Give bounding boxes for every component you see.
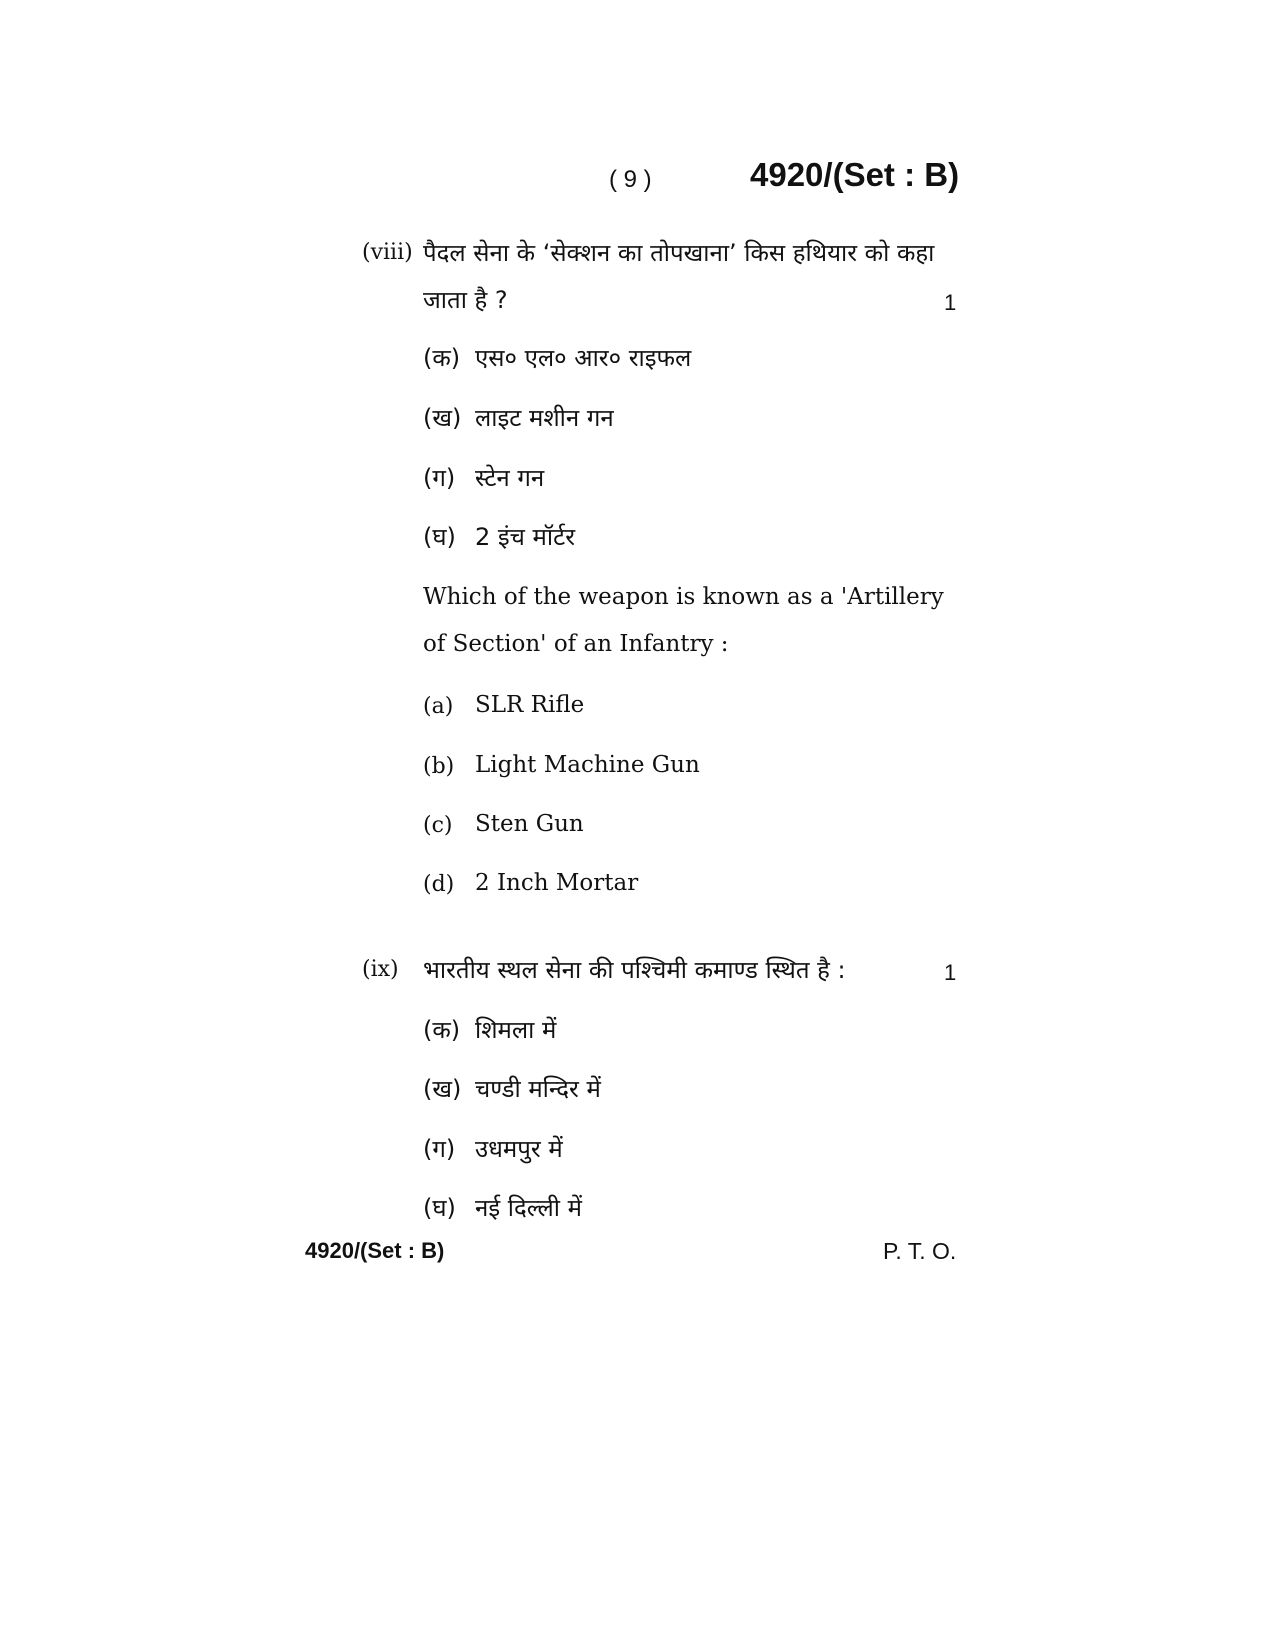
paper-code-header: 4920/(Set : B) [750,156,960,193]
question-viii-english-line2: of Section' of an Infantry : [423,631,729,657]
question-viii-marks: 1 [944,290,957,315]
option-text: नई दिल्ली में [475,1194,582,1222]
option-label: (क) [423,1016,461,1044]
question-viii-english-line1: Which of the weapon is known as a 'Artillery [423,584,944,610]
option-label: (c) [423,813,453,838]
option-text: Light Machine Gun [475,752,700,778]
option-text: 2 Inch Mortar [475,870,639,896]
option-label: (ख) [423,1075,462,1103]
option-label: (क) [423,344,461,372]
option-text: चण्डी मन्दिर में [475,1075,601,1103]
option-text: लाइट मशीन गन [475,404,614,432]
pto-label: P. T. O. [883,1238,957,1264]
option-text: उधमपुर में [475,1135,563,1163]
option-label: (ख) [423,404,462,432]
option-label: (ग) [423,464,456,492]
page-number: ( 9 ) [609,166,652,193]
option-text: शिमला में [475,1016,557,1044]
option-text: Sten Gun [475,811,584,837]
option-text: एस० एल० आर० राइफल [475,344,692,372]
question-viii-hindi-line2: जाता है ? [423,286,508,314]
question-number-viii: (viii) [362,240,413,265]
option-label: (d) [423,872,455,897]
option-text: स्टेन गन [475,464,545,492]
paper-code-footer: 4920/(Set : B) [305,1238,445,1263]
option-label: (घ) [423,523,456,551]
option-label: (घ) [423,1194,456,1222]
question-ix-hindi-line1: भारतीय स्थल सेना की पश्चिमी कमाण्ड स्थित है : [423,956,846,984]
option-label: (ग) [423,1135,456,1163]
question-ix-marks: 1 [944,960,957,985]
question-number-ix: (ix) [362,957,399,982]
option-text: SLR Rifle [475,692,585,718]
question-viii-hindi-line1: पैदल सेना के ‘सेक्शन का तोपखाना’ किस हथियार को कहा [423,239,935,267]
option-label: (a) [423,694,454,719]
option-text: 2 इंच मॉर्टर [475,523,576,551]
option-label: (b) [423,754,455,779]
